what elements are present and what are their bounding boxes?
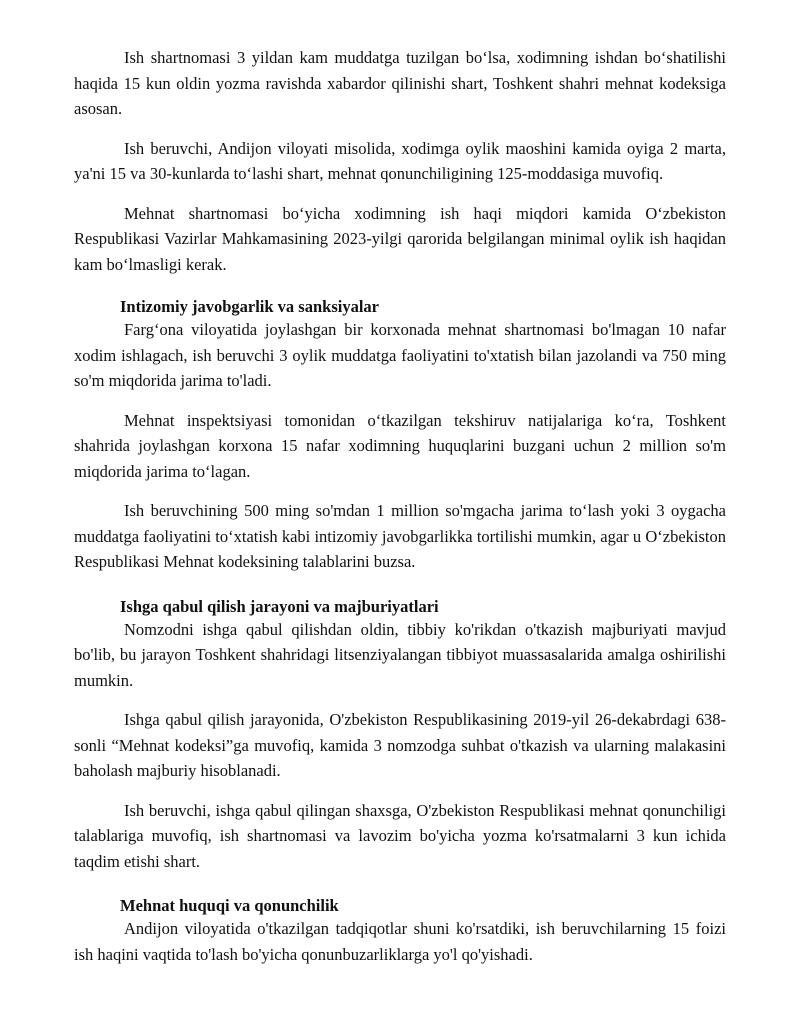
paragraph: Ish shartnomasi 3 yildan kam muddatga tuzilgan bo‘lsa, xodimning ishdan bo‘shatilishi haqida 15 kun oldin yozma ravishda xabardor qilinishi shart, Toshkent shahri mehnat kodeksiga asosan.	[74, 48, 726, 118]
paragraph: Farg‘ona viloyatida joylashgan bir korxonada mehnat shartnomasi bo'lmagan 10 nafar xodim ishlagach, ish beruvchi 3 oylik muddatga faoliyatini to'xtatish bilan jazolandi va 750 ming so'm miqdorida jarima to'ladi.	[74, 320, 726, 390]
paragraph: Mehnat inspektsiyasi tomonidan o‘tkazilgan tekshiruv natijalariga ko‘ra, Toshkent shahrida joylashgan korxona 15 nafar xodimning huquqlarini buzgani uchun 2 million so'm miqdorida jarima to‘lagan.	[74, 410, 726, 481]
section-heading-discipline: Intizomiy javobgarlik va sanksiyalar	[120, 297, 379, 316]
paragraph: Ish beruvchi, ishga qabul qilingan shaxsga, O'zbekiston Respublikasi mehnat qonunchiligi talablariga muvofiq, ish shartnomasi va lavozim bo'yicha yozma ko'rsatmalarni 3 kun ichida taqdim etishi shart.	[74, 800, 726, 871]
paragraph: Ish beruvchining 500 ming so'mdan 1 million so'mgacha jarima to‘lash yoki 3 oygacha muddatga faoliyatini to‘xtatish kabi intizomiy javobgarlikka tortilishi mumkin, agar u O‘zbekiston Respublikasi Mehnat kodeksining talablarini buzsa.	[74, 501, 726, 571]
document-page	[74, 45, 726, 981]
paragraph: Nomzodni ishga qabul qilishdan oldin, tibbiy ko'rikdan o'tkazish majburiyati mavjud bo'lib, bu jarayon Toshkent shahridagi litsenziyalangan tibbiyot muassasalarida amalga oshirilishi mumkin.	[74, 619, 726, 690]
section-heading-hiring: Ishga qabul qilish jarayoni va majburiyatlari	[120, 596, 439, 616]
paragraph: Ish beruvchi, Andijon viloyati misolida, xodimga oylik maoshini kamida oyiga 2 marta, ya'ni 15 va 30-kunlarda to‘lashi shart, mehnat qonunchiligining 125-moddasiga muvofiq.	[74, 138, 726, 183]
section-heading-labor-law: Mehnat huquqi va qonunchilik	[120, 896, 339, 915]
paragraph: Mehnat shartnomasi bo‘yicha xodimning ish haqi miqdori kamida O‘zbekiston Respublikasi Vazirlar Mahkamasining 2023-yilgi qarorida belgilangan minimal oylik ish haqidan kam bo‘lmasligi kerak.	[74, 203, 726, 274]
paragraph: Ishga qabul qilish jarayonida, O'zbekiston Respublikasining 2019-yil 26-dekabrdagi 638-sonli “Mehnat kodeksi”ga muvofiq, kamida 3 nomzodga suhbat o'tkazish va ularning malakasini baholash majburiy hisoblanadi.	[74, 710, 726, 780]
paragraph: Andijon viloyatida o'tkazilgan tadqiqotlar shuni ko'rsatdiki, ish beruvchilarning 15 foizi ish haqini vaqtida to'lash bo'yicha qonunbuzarliklarga yo'l qo'yishadi.	[74, 919, 726, 964]
